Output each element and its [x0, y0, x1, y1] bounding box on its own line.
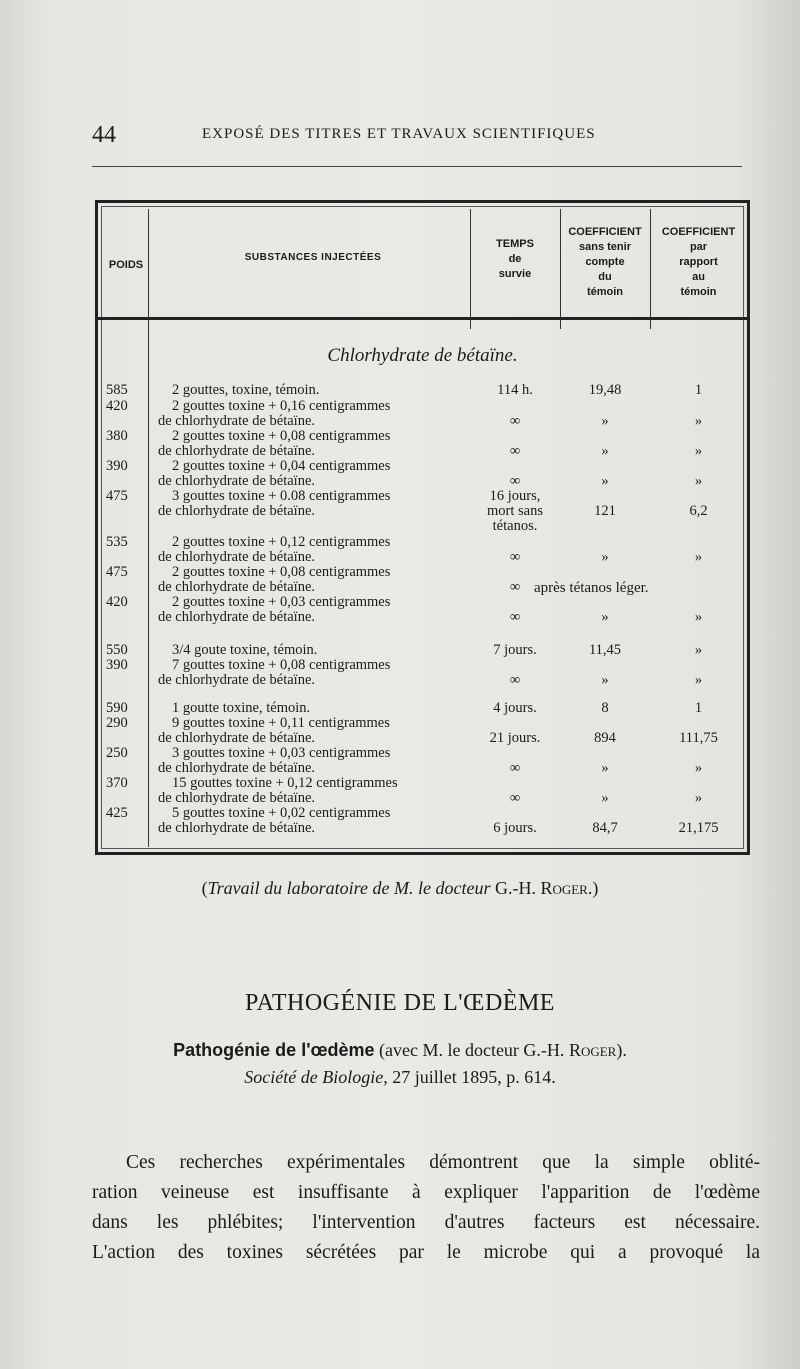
substance-line: de chlorhydrate de bétaïne. — [158, 473, 316, 489]
body-line: Ces recherches expérimentales démontrent que la simple oblité- — [126, 1152, 760, 1173]
cell-line: 21 jours. — [489, 730, 541, 746]
cell-temps — [470, 550, 560, 565]
substance-line: de chlorhydrate de bétaïne. — [158, 413, 316, 429]
cell-line: » — [694, 473, 703, 489]
column-divider — [470, 209, 471, 329]
substance-line: de chlorhydrate de bétaïne. — [158, 790, 316, 806]
table-row — [98, 806, 747, 836]
column-divider — [560, 209, 561, 329]
cell-coefficient-2 — [650, 504, 747, 519]
substance-line: 2 gouttes toxine + 0,08 centigrammes — [172, 428, 391, 444]
cell-poids — [106, 806, 148, 821]
header-line: témoin — [680, 286, 717, 298]
cell-coefficient-1 — [560, 504, 650, 519]
cell-temps — [470, 489, 560, 534]
reference-line-2 — [0, 1067, 800, 1088]
cell-substance — [158, 716, 483, 746]
substance-line: de chlorhydrate de bétaïne. — [158, 443, 316, 459]
page-header — [92, 122, 742, 152]
cell-line: » — [601, 443, 609, 459]
cell-line: 8 — [601, 700, 609, 716]
cell-line: ∞ — [509, 579, 521, 595]
cell-coefficient-1 — [560, 444, 650, 459]
cell-poids — [106, 489, 148, 504]
cell-line: mort sans — [487, 503, 543, 519]
header-line: au — [692, 271, 705, 283]
substance-line: 1 goutte toxine, témoin. — [172, 700, 311, 716]
cell-temps — [470, 414, 560, 429]
substance-line: 2 gouttes toxine + 0,03 centigrammes — [172, 594, 391, 610]
column-header-poids: POIDS — [108, 259, 144, 271]
table-row — [98, 595, 747, 625]
header-line: COEFFICIENT — [568, 226, 642, 238]
reference-title: Pathogénie de l'œdème — [173, 1040, 375, 1060]
cell-coefficient-2 — [650, 731, 747, 746]
body-line: dans les phlébites; l'intervention d'autres facteurs est nécessaire. — [92, 1212, 760, 1233]
table-row — [98, 429, 747, 459]
cell-line: 114 h. — [497, 382, 533, 398]
cell-line: ∞ — [509, 609, 521, 625]
cell-line: 111,75 — [679, 730, 718, 746]
cell-line: 390 — [106, 458, 128, 474]
cell-coefficient-2 — [650, 791, 747, 806]
cell-line: » — [601, 609, 609, 625]
reference-coauthor: (avec M. le docteur G.-H. — [379, 1040, 565, 1060]
cell-line: » — [694, 790, 703, 806]
caption-close: ) — [592, 878, 599, 898]
header-line: compte — [585, 256, 625, 268]
cell-line: 475 — [106, 564, 128, 580]
cell-coefficient-2 — [650, 414, 747, 429]
cell-line: ∞ — [509, 760, 521, 776]
cell-poids — [106, 459, 148, 474]
substance-line: de chlorhydrate de bétaïne. — [158, 820, 316, 836]
substance-line: de chlorhydrate de bétaïne. — [158, 730, 316, 746]
cell-line: 6,2 — [689, 503, 708, 519]
table-row — [98, 399, 747, 429]
caption-author: G.-H. Roger. — [494, 878, 593, 898]
cell-line: ∞ — [509, 413, 521, 429]
header-line: COEFFICIENT — [661, 226, 736, 238]
substance-line: 5 gouttes toxine + 0,02 centigrammes — [172, 805, 391, 821]
cell-line: 121 — [594, 503, 616, 519]
cell-line: 250 — [106, 745, 128, 761]
cell-temps — [470, 383, 560, 398]
cell-line: » — [694, 672, 703, 688]
cell-substance — [158, 565, 483, 595]
cell-coefficient-1 — [560, 550, 650, 565]
cell-temps — [470, 444, 560, 459]
substance-line: de chlorhydrate de bétaïne. — [158, 672, 316, 688]
cell-coefficient-1 — [560, 383, 650, 398]
cell-line: 390 — [106, 657, 128, 673]
cell-line: 4 jours. — [493, 700, 537, 716]
cell-coefficient-2 — [650, 643, 747, 658]
cell-substance — [158, 806, 483, 836]
cell-line: 425 — [106, 805, 128, 821]
reference-author: Roger). — [568, 1040, 627, 1060]
cell-substance — [158, 399, 483, 429]
header-line: TEMPS — [496, 238, 534, 250]
cell-line: 894 — [594, 730, 616, 746]
cell-temps — [470, 643, 560, 658]
cell-temps — [470, 474, 560, 489]
cell-line: 7 jours. — [493, 642, 537, 658]
substance-line: de chlorhydrate de bétaïne. — [158, 549, 316, 565]
column-header-coefficient-2 — [650, 225, 747, 300]
cell-coefficient-1 — [560, 821, 650, 836]
cell-line: » — [601, 549, 609, 565]
cell-line: tétanos. — [492, 518, 538, 534]
cell-line: 1 — [694, 382, 703, 398]
header-rule — [92, 166, 742, 167]
cell-line: » — [694, 549, 703, 565]
cell-poids — [106, 429, 148, 444]
cell-line: 16 jours, — [489, 488, 541, 504]
cell-line: 475 — [106, 488, 128, 504]
cell-temps — [470, 731, 560, 746]
cell-line: ∞ — [509, 549, 521, 565]
cell-substance — [158, 776, 483, 806]
body-line: ration veineuse est insuffisante à expliquer l'apparition de l'œdème — [92, 1182, 760, 1203]
cell-line: ∞ — [509, 443, 521, 459]
cell-temps — [470, 610, 560, 625]
cell-poids — [106, 746, 148, 761]
substance-line: 2 gouttes toxine + 0,08 centigrammes — [172, 564, 391, 580]
cell-line: 420 — [106, 398, 128, 414]
column-header-temps — [470, 237, 560, 282]
cell-substance — [158, 489, 483, 519]
substance-line: 15 gouttes toxine + 0,12 centigrammes — [172, 775, 398, 791]
substance-line: de chlorhydrate de bétaïne. — [158, 609, 316, 625]
chapter-title: PATHOGÉNIE DE L'ŒDÈME — [245, 990, 555, 1016]
substance-line: 2 gouttes toxine + 0,16 centigrammes — [172, 398, 391, 414]
cell-coefficient-2 — [650, 761, 747, 776]
cell-line: 590 — [106, 700, 128, 716]
cell-poids — [106, 643, 148, 658]
cell-coefficient-2 — [650, 550, 747, 565]
cell-line: ∞ — [509, 672, 521, 688]
cell-coefficient-2 — [650, 701, 747, 716]
cell-poids — [106, 399, 148, 414]
cell-line: 11,45 — [588, 642, 622, 658]
cell-coefficient-2 — [650, 821, 747, 836]
cell-poids — [106, 595, 148, 610]
column-header-coefficient-1 — [560, 225, 650, 300]
cell-line: » — [694, 443, 703, 459]
cell-line: » — [694, 642, 703, 658]
cell-line: » — [601, 790, 609, 806]
cell-temps — [470, 821, 560, 836]
substance-line: 7 gouttes toxine + 0,08 centigrammes — [172, 657, 391, 673]
page-number: 44 — [92, 122, 116, 148]
cell-line: ∞ — [509, 473, 521, 489]
data-table — [95, 200, 750, 855]
cell-coefficient-1 — [560, 643, 650, 658]
cell-temps — [470, 791, 560, 806]
cell-coefficient-2 — [650, 444, 747, 459]
cell-substance — [158, 459, 483, 489]
cell-temps — [470, 701, 560, 716]
table-row — [98, 658, 747, 688]
substance-line: 9 gouttes toxine + 0,11 centigrammes — [172, 715, 390, 731]
header-line: survie — [498, 268, 532, 280]
reference-journal: Société de Biologie, — [244, 1067, 388, 1087]
cell-coefficient-1 — [560, 761, 650, 776]
body-line: L'action des toxines sécrétées par le microbe qui a provoqué la — [92, 1242, 760, 1263]
cell-substance — [158, 595, 483, 625]
cell-poids — [106, 535, 148, 550]
cell-line: 290 — [106, 715, 128, 731]
header-divider — [98, 317, 747, 320]
header-line: du — [598, 271, 612, 283]
cell-line: 370 — [106, 775, 128, 791]
substance-line: de chlorhydrate de bétaïne. — [158, 579, 316, 595]
cell-line: 420 — [106, 594, 128, 610]
substance-line: 3 gouttes toxine + 0.08 centigrammes — [172, 488, 391, 504]
substance-line: 2 gouttes toxine + 0,04 centigrammes — [172, 458, 391, 474]
cell-coefficient-1 — [560, 673, 650, 688]
cell-line: » — [694, 609, 703, 625]
cell-line: » — [601, 413, 609, 429]
cell-line: 550 — [106, 642, 128, 658]
reference-line-1 — [0, 1040, 800, 1061]
cell-line: 535 — [106, 534, 128, 550]
table-row — [98, 746, 747, 776]
cell-substance — [158, 535, 483, 565]
substance-line: 3 gouttes toxine + 0,03 centigrammes — [172, 745, 391, 761]
column-header-substances: SUBSTANCES INJECTÉES — [244, 252, 382, 263]
cell-substance — [158, 643, 483, 658]
cell-substance — [158, 658, 483, 688]
cell-line: 21,175 — [678, 820, 719, 836]
cell-line: ∞ — [509, 790, 521, 806]
column-divider — [650, 209, 651, 329]
body-paragraph — [92, 1148, 760, 1268]
cell-line: 19,48 — [588, 382, 622, 398]
cell-coefficient-2 — [650, 474, 747, 489]
cell-temps — [470, 761, 560, 776]
cell-line: » — [694, 760, 703, 776]
caption-text: Travail du laboratoire de M. le docteur — [207, 878, 491, 898]
cell-coefficient-1 — [560, 791, 650, 806]
cell-line: 6 jours. — [493, 820, 537, 836]
table-row — [98, 535, 747, 565]
cell-poids — [106, 716, 148, 731]
cell-coefficient-1 — [560, 610, 650, 625]
cell-coefficient-2 — [650, 383, 747, 398]
section-title: Chlorhydrate de bétaïne. — [327, 345, 518, 366]
cell-poids — [106, 658, 148, 673]
cell-line: 84,7 — [592, 820, 618, 836]
header-line: témoin — [586, 286, 624, 298]
substance-line: 2 gouttes toxine + 0,12 centigrammes — [172, 534, 391, 550]
cell-coefficient-2 — [650, 673, 747, 688]
table-row — [98, 459, 747, 489]
cell-line: » — [601, 473, 609, 489]
cell-coefficient-1 — [560, 474, 650, 489]
cell-coefficient-1 — [560, 701, 650, 716]
cell-substance — [158, 383, 483, 398]
cell-coefficient-2 — [650, 610, 747, 625]
header-line: de — [508, 253, 522, 265]
cell-line: » — [601, 672, 609, 688]
cell-line: » — [601, 760, 609, 776]
cell-coefficient-1 — [560, 414, 650, 429]
cell-poids — [106, 776, 148, 791]
table-note: après tétanos léger. — [534, 580, 649, 596]
cell-line: » — [694, 413, 703, 429]
table-row — [98, 716, 747, 746]
table-row — [98, 776, 747, 806]
caption-open: ( — [201, 878, 208, 898]
table-row — [98, 565, 747, 595]
cell-substance — [158, 429, 483, 459]
cell-poids — [106, 565, 148, 580]
cell-poids — [106, 701, 148, 716]
substance-line: 3/4 goute toxine, témoin. — [172, 642, 318, 658]
header-line: par — [689, 241, 708, 253]
substance-line: de chlorhydrate de bétaïne. — [158, 760, 316, 776]
cell-line: 1 — [694, 700, 703, 716]
table-caption — [0, 878, 800, 899]
substance-line: de chlorhydrate de bétaïne. — [158, 503, 316, 519]
cell-temps — [470, 673, 560, 688]
cell-line: 585 — [106, 382, 128, 398]
cell-substance — [158, 701, 483, 716]
cell-poids — [106, 383, 148, 398]
reference-date: 27 juillet 1895, p. 614. — [392, 1067, 556, 1087]
running-title: EXPOSÉ DES TITRES ET TRAVAUX SCIENTIFIQUES — [202, 126, 596, 142]
cell-line: 380 — [106, 428, 128, 444]
substance-line: 2 gouttes, toxine, témoin. — [172, 382, 320, 398]
table-row — [98, 488, 747, 534]
header-line: sans tenir — [579, 241, 631, 253]
cell-substance — [158, 746, 483, 776]
header-line: rapport — [679, 256, 718, 268]
cell-coefficient-1 — [560, 731, 650, 746]
